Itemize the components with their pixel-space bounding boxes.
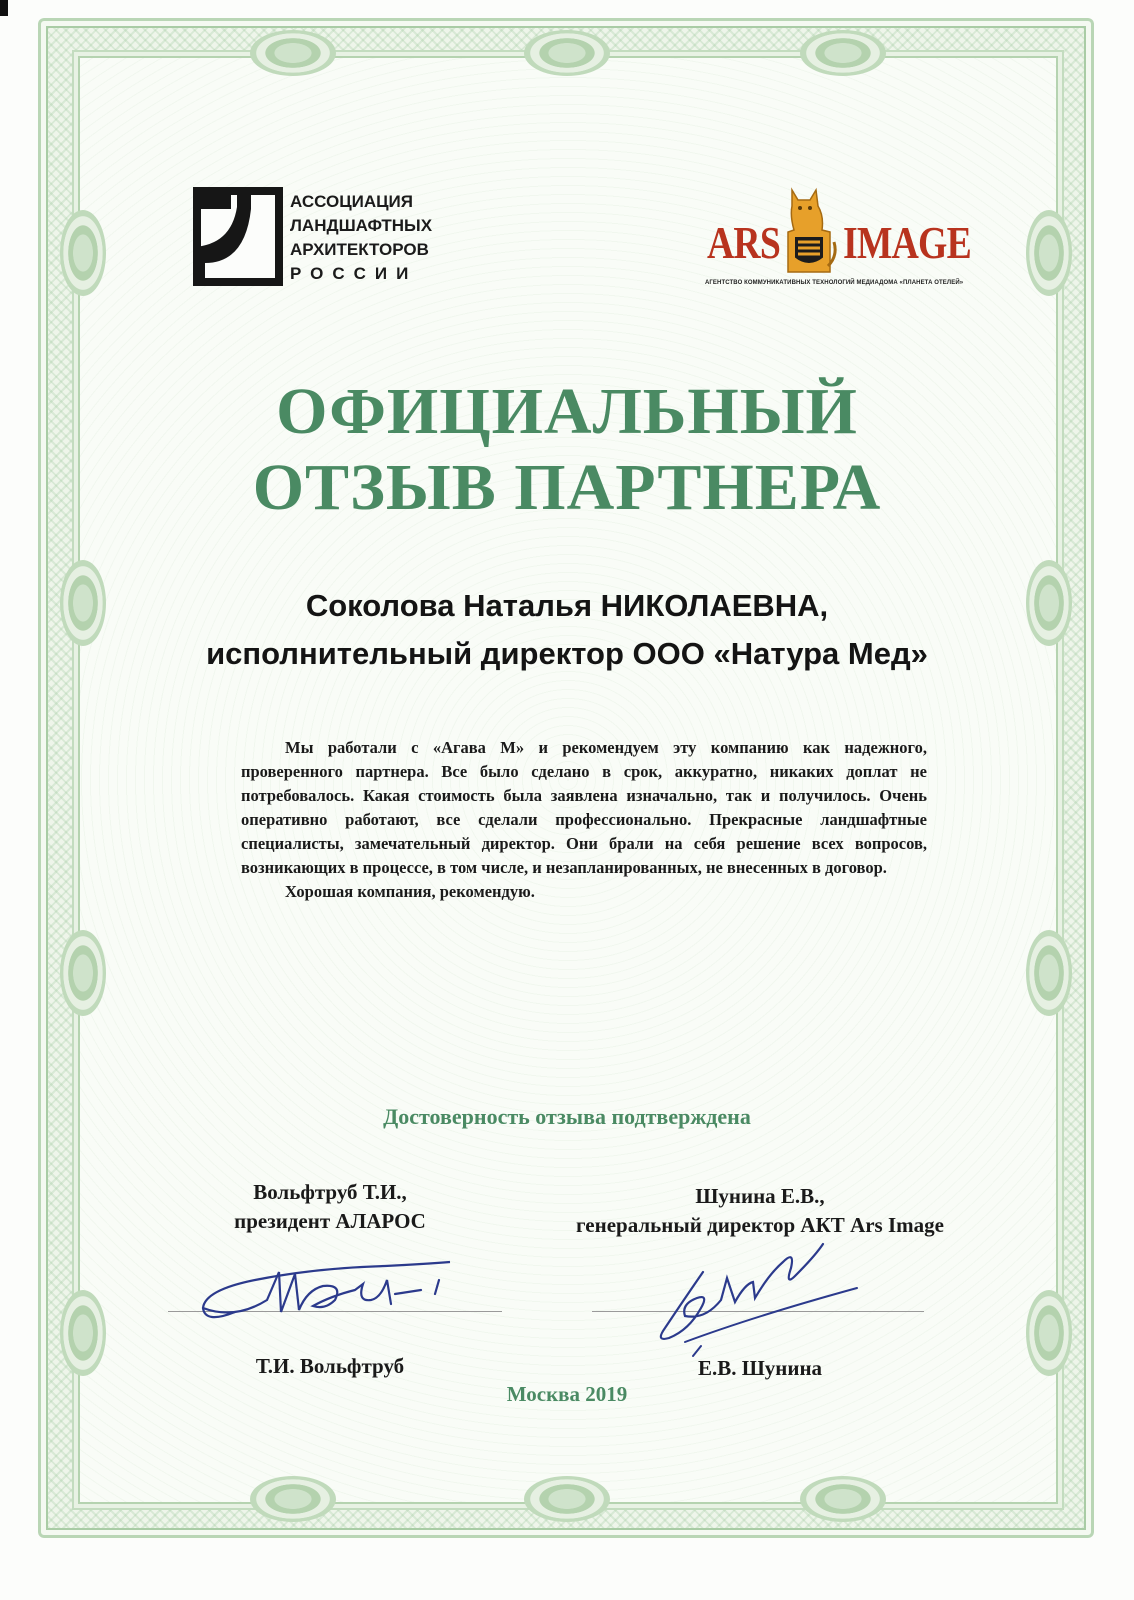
- alaros-name-line: АРХИТЕКТОРОВ: [290, 240, 429, 259]
- title-line-2: ОТЗЫВ ПАРТНЕРА: [252, 451, 882, 524]
- border-rosette-ornament: [60, 930, 106, 1016]
- scan-edge-mark: [0, 0, 8, 16]
- review-paragraph: Хорошая компания, рекомендую.: [285, 882, 535, 901]
- ars-logo-word: ARS: [707, 217, 781, 268]
- reviewer-block: [0, 582, 1134, 678]
- right-printed-name: Е.В. Шунина: [697, 1356, 823, 1380]
- image-logo-word: IMAGE: [843, 217, 971, 268]
- border-rosette-ornament: [1026, 1290, 1072, 1376]
- left-signatory-name: Вольфтруб Т.И.,: [253, 1180, 407, 1204]
- cat-shield-icon: [778, 186, 840, 278]
- border-rosette-ornament: [524, 1476, 610, 1522]
- alaros-name-line: РОССИИ: [290, 264, 418, 283]
- left-signatory-title: [180, 1178, 480, 1236]
- right-signatory-name: Шунина Е.В.,: [695, 1184, 825, 1208]
- border-rosette-ornament: [60, 210, 106, 296]
- right-signatory-role: генеральный директор АКТ Ars Image: [576, 1213, 944, 1237]
- left-printed-name: Т.И. Вольфтруб: [255, 1354, 405, 1378]
- left-signatory-role: президент АЛАРОС: [234, 1209, 426, 1233]
- right-signatory-title: [545, 1182, 975, 1240]
- authenticity-confirmation: Достоверность отзыва подтверждена: [383, 1104, 751, 1129]
- border-rosette-ornament: [250, 1476, 336, 1522]
- alaros-name-line: ЛАНДШАФТНЫХ: [290, 216, 433, 235]
- border-rosette-ornament: [1026, 930, 1072, 1016]
- border-rosette-ornament: [800, 30, 886, 76]
- alaros-logo-icon: [193, 187, 283, 286]
- ars-logo-tagline: АГЕНТСТВО КОММУНИКАТИВНЫХ ТЕХНОЛОГИЙ МЕДИАДОМА «ПЛАНЕТА ОТЕЛЕЙ»: [705, 280, 964, 286]
- border-rosette-ornament: [524, 30, 610, 76]
- left-handwritten-signature-icon: [195, 1250, 460, 1330]
- reviewer-name: Соколова Наталья НИКОЛАЕВНА,: [305, 588, 829, 623]
- review-paragraph: Мы работали с «Агава М» и рекомендуем эту компанию как надежного, проверенного партнера. Все было сделано в срок, аккуратно, никаких доплат не потребовалось. Какая стоимость была заявлена изначально, так и получилось. Очень оперативно работают, все сделали профессионально. Прекрасные ландшафтные специалисты, замечательный директор. Они брали на себя решение всех вопросов, возникающих в процессе, в том числе, и незапланированных, не внесенных в договор.: [241, 738, 927, 877]
- border-rosette-ornament: [1026, 210, 1072, 296]
- document-title: [0, 374, 1134, 526]
- right-handwritten-signature-icon: [645, 1238, 860, 1358]
- ars-image-logo: [705, 180, 971, 292]
- border-rosette-ornament: [800, 1476, 886, 1522]
- city-year: Москва 2019: [506, 1382, 628, 1406]
- border-rosette-ornament: [60, 1290, 106, 1376]
- border-rosette-ornament: [250, 30, 336, 76]
- alaros-name-line: АССОЦИАЦИЯ: [290, 192, 413, 211]
- reviewer-position: исполнительный директор ООО «Натура Мед»: [206, 636, 928, 671]
- alaros-name: [290, 190, 432, 286]
- title-line-1: ОФИЦИАЛЬНЫЙ: [276, 375, 858, 448]
- review-text: [241, 736, 927, 904]
